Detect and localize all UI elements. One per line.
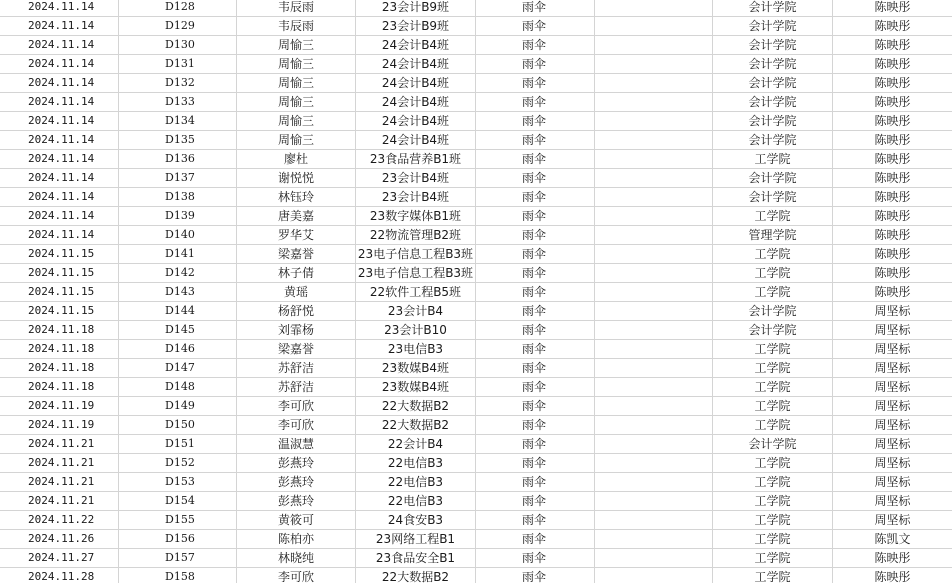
cell-item[interactable]: 雨伞 bbox=[476, 549, 595, 568]
table-row bbox=[0, 264, 952, 283]
cell-name[interactable]: 林晓纯 bbox=[237, 549, 356, 568]
cell-date[interactable]: 2024.11.22 bbox=[0, 511, 119, 530]
cell-class[interactable]: 22会计B4 bbox=[356, 435, 476, 454]
cell-id[interactable]: D154 bbox=[119, 492, 237, 511]
cell-id[interactable]: D158 bbox=[119, 568, 237, 583]
cell-college[interactable]: 工学院 bbox=[713, 283, 833, 302]
cell-note[interactable] bbox=[595, 207, 713, 226]
cell-name[interactable]: 李可欣 bbox=[237, 568, 356, 583]
cell-id[interactable]: D141 bbox=[119, 245, 237, 264]
cell-id[interactable]: D128 bbox=[119, 0, 237, 17]
cell-id[interactable]: D149 bbox=[119, 397, 237, 416]
cell-id[interactable]: D148 bbox=[119, 378, 237, 397]
cell-college[interactable]: 会计学院 bbox=[713, 302, 833, 321]
table-row bbox=[0, 131, 952, 150]
cell-name[interactable]: 谢悦悦 bbox=[237, 169, 356, 188]
cell-name[interactable]: 陈柏亦 bbox=[237, 530, 356, 549]
cell-handler[interactable]: 陈映彤 bbox=[874, 285, 911, 299]
table-row bbox=[0, 378, 952, 397]
cell-name[interactable]: 罗华艾 bbox=[237, 226, 356, 245]
cell-handler[interactable]: 陈映彤 bbox=[874, 95, 911, 109]
cell-handler[interactable]: 周坚标 bbox=[874, 323, 911, 337]
cell-date[interactable]: 2024.11.14 bbox=[0, 226, 119, 245]
cell-college[interactable]: 工学院 bbox=[713, 454, 833, 473]
cell-name[interactable]: 苏舒洁 bbox=[237, 359, 356, 378]
table-row bbox=[0, 454, 952, 473]
cell-item[interactable]: 雨伞 bbox=[476, 302, 595, 321]
cell-item[interactable]: 雨伞 bbox=[476, 169, 595, 188]
cell-note[interactable] bbox=[595, 435, 713, 454]
cell-class[interactable]: 22大数据B2 bbox=[356, 397, 476, 416]
cell-handler[interactable]: 陈映彤 bbox=[874, 551, 911, 565]
cell-handler[interactable]: 周坚标 bbox=[874, 342, 911, 356]
cell-name[interactable]: 梁嘉誉 bbox=[237, 340, 356, 359]
cell-item[interactable]: 雨伞 bbox=[476, 397, 595, 416]
cell-name[interactable]: 李可欣 bbox=[237, 416, 356, 435]
cell-handler[interactable]: 陈映彤 bbox=[874, 114, 911, 128]
cell-college[interactable]: 工学院 bbox=[713, 207, 833, 226]
cell-date[interactable]: 2024.11.18 bbox=[0, 321, 119, 340]
table-row bbox=[0, 245, 952, 264]
cell-class[interactable]: 23电子信息工程B3班 bbox=[356, 264, 476, 283]
cell-class[interactable]: 23会计B9班 bbox=[356, 17, 476, 36]
cell-name[interactable]: 李可欣 bbox=[237, 397, 356, 416]
cell-id[interactable]: D156 bbox=[119, 530, 237, 549]
cell-note[interactable] bbox=[595, 74, 713, 93]
cell-note[interactable] bbox=[595, 511, 713, 530]
cell-id[interactable]: D150 bbox=[119, 416, 237, 435]
cell-item[interactable]: 雨伞 bbox=[476, 36, 595, 55]
cell-handler[interactable]: 周坚标 bbox=[874, 380, 911, 394]
cell-class[interactable]: 22电信B3 bbox=[356, 473, 476, 492]
cell-handler[interactable]: 周坚标 bbox=[874, 513, 911, 527]
cell-date[interactable]: 2024.11.18 bbox=[0, 359, 119, 378]
cell-class[interactable]: 23食品安全B1 bbox=[356, 549, 476, 568]
cell-id[interactable]: D157 bbox=[119, 549, 237, 568]
table-row bbox=[0, 55, 952, 74]
cell-id[interactable]: D151 bbox=[119, 435, 237, 454]
cell-college[interactable]: 会计学院 bbox=[713, 36, 833, 55]
cell-date[interactable]: 2024.11.14 bbox=[0, 188, 119, 207]
cell-handler[interactable]: 陈映彤 bbox=[874, 266, 911, 280]
cell-date[interactable]: 2024.11.15 bbox=[0, 264, 119, 283]
cell-date[interactable]: 2024.11.28 bbox=[0, 568, 119, 583]
cell-id[interactable]: D143 bbox=[119, 283, 237, 302]
cell-item[interactable]: 雨伞 bbox=[476, 435, 595, 454]
cell-date[interactable]: 2024.11.14 bbox=[0, 36, 119, 55]
cell-college[interactable]: 工学院 bbox=[713, 264, 833, 283]
table-row bbox=[0, 435, 952, 454]
cell-college[interactable]: 会计学院 bbox=[713, 0, 833, 17]
cell-class[interactable]: 24会计B4班 bbox=[356, 36, 476, 55]
cell-class[interactable]: 24会计B4班 bbox=[356, 131, 476, 150]
cell-name[interactable]: 黄瑶 bbox=[237, 283, 356, 302]
table-row bbox=[0, 150, 952, 169]
cell-note[interactable] bbox=[595, 55, 713, 74]
cell-note[interactable] bbox=[595, 340, 713, 359]
cell-item[interactable]: 雨伞 bbox=[476, 74, 595, 93]
table-row bbox=[0, 226, 952, 245]
cell-handler[interactable]: 陈映彤 bbox=[874, 247, 911, 261]
cell-date[interactable]: 2024.11.14 bbox=[0, 207, 119, 226]
cell-class[interactable]: 24食安B3 bbox=[356, 511, 476, 530]
cell-id[interactable]: D134 bbox=[119, 112, 237, 131]
cell-date[interactable]: 2024.11.26 bbox=[0, 530, 119, 549]
cell-item[interactable]: 雨伞 bbox=[476, 207, 595, 226]
table-row bbox=[0, 511, 952, 530]
cell-date[interactable]: 2024.11.21 bbox=[0, 435, 119, 454]
cell-id[interactable]: D137 bbox=[119, 169, 237, 188]
cell-note[interactable] bbox=[595, 245, 713, 264]
cell-date[interactable]: 2024.11.21 bbox=[0, 492, 119, 511]
cell-name[interactable]: 杨舒悦 bbox=[237, 302, 356, 321]
table-row bbox=[0, 340, 952, 359]
cell-class[interactable]: 23数媒B4班 bbox=[356, 378, 476, 397]
cell-item[interactable]: 雨伞 bbox=[476, 340, 595, 359]
cell-id[interactable]: D142 bbox=[119, 264, 237, 283]
cell-item[interactable]: 雨伞 bbox=[476, 131, 595, 150]
cell-handler[interactable]: 陈映彤 bbox=[874, 0, 911, 14]
cell-note[interactable] bbox=[595, 131, 713, 150]
cell-item[interactable]: 雨伞 bbox=[476, 188, 595, 207]
table-row bbox=[0, 321, 952, 340]
cell-class[interactable]: 24会计B4班 bbox=[356, 93, 476, 112]
cell-note[interactable] bbox=[595, 473, 713, 492]
cell-id[interactable]: D136 bbox=[119, 150, 237, 169]
cell-date[interactable]: 2024.11.15 bbox=[0, 283, 119, 302]
cell-college[interactable]: 会计学院 bbox=[713, 435, 833, 454]
cell-id[interactable]: D147 bbox=[119, 359, 237, 378]
cell-date[interactable]: 2024.11.19 bbox=[0, 397, 119, 416]
table-row bbox=[0, 169, 952, 188]
cell-date[interactable]: 2024.11.14 bbox=[0, 150, 119, 169]
cell-class[interactable]: 23数字媒体B1班 bbox=[356, 207, 476, 226]
cell-id[interactable]: D145 bbox=[119, 321, 237, 340]
cell-name[interactable]: 林钰玲 bbox=[237, 188, 356, 207]
cell-class[interactable]: 23电信B3 bbox=[356, 340, 476, 359]
cell-date[interactable]: 2024.11.18 bbox=[0, 340, 119, 359]
cell-note[interactable] bbox=[595, 283, 713, 302]
cell-item[interactable]: 雨伞 bbox=[476, 511, 595, 530]
cell-class[interactable]: 23会计B4班 bbox=[356, 169, 476, 188]
cell-college[interactable]: 会计学院 bbox=[713, 321, 833, 340]
cell-date[interactable]: 2024.11.14 bbox=[0, 17, 119, 36]
cell-item[interactable]: 雨伞 bbox=[476, 321, 595, 340]
cell-note[interactable] bbox=[595, 568, 713, 583]
cell-date[interactable]: 2024.11.21 bbox=[0, 473, 119, 492]
cell-handler[interactable]: 陈映彤 bbox=[874, 570, 911, 583]
cell-handler[interactable]: 陈映彤 bbox=[874, 228, 911, 242]
cell-note[interactable] bbox=[595, 454, 713, 473]
cell-note[interactable] bbox=[595, 226, 713, 245]
cell-college[interactable]: 工学院 bbox=[713, 416, 833, 435]
cell-class[interactable]: 23网络工程B1 bbox=[356, 530, 476, 549]
cell-college[interactable]: 会计学院 bbox=[713, 74, 833, 93]
cell-college[interactable]: 工学院 bbox=[713, 568, 833, 583]
cell-handler[interactable]: 周坚标 bbox=[874, 475, 911, 489]
cell-date[interactable]: 2024.11.18 bbox=[0, 378, 119, 397]
table-row bbox=[0, 416, 952, 435]
cell-note[interactable] bbox=[595, 188, 713, 207]
cell-item[interactable]: 雨伞 bbox=[476, 359, 595, 378]
cell-college[interactable]: 工学院 bbox=[713, 340, 833, 359]
cell-college[interactable]: 工学院 bbox=[713, 378, 833, 397]
table-row bbox=[0, 93, 952, 112]
cell-class[interactable]: 23食品营养B1班 bbox=[356, 150, 476, 169]
cell-name[interactable]: 周愉三 bbox=[237, 131, 356, 150]
cell-note[interactable] bbox=[595, 321, 713, 340]
cell-item[interactable]: 雨伞 bbox=[476, 93, 595, 112]
table-row bbox=[0, 74, 952, 93]
cell-note[interactable] bbox=[595, 302, 713, 321]
cell-college[interactable]: 管理学院 bbox=[713, 226, 833, 245]
table-row bbox=[0, 283, 952, 302]
table-row bbox=[0, 397, 952, 416]
cell-college[interactable]: 会计学院 bbox=[713, 169, 833, 188]
cell-id[interactable]: D144 bbox=[119, 302, 237, 321]
cell-item[interactable]: 雨伞 bbox=[476, 568, 595, 583]
cell-college[interactable]: 会计学院 bbox=[713, 112, 833, 131]
cell-class[interactable]: 22大数据B2 bbox=[356, 416, 476, 435]
cell-college[interactable]: 工学院 bbox=[713, 359, 833, 378]
cell-handler[interactable]: 陈映彤 bbox=[874, 190, 911, 204]
cell-date[interactable]: 2024.11.14 bbox=[0, 74, 119, 93]
table-row bbox=[0, 112, 952, 131]
cell-handler[interactable]: 周坚标 bbox=[874, 361, 911, 375]
cell-college[interactable]: 工学院 bbox=[713, 530, 833, 549]
cell-name[interactable]: 彭燕玲 bbox=[237, 473, 356, 492]
table-row bbox=[0, 473, 952, 492]
cell-name[interactable]: 林子倩 bbox=[237, 264, 356, 283]
cell-note[interactable] bbox=[595, 17, 713, 36]
cell-note[interactable] bbox=[595, 264, 713, 283]
cell-college[interactable]: 会计学院 bbox=[713, 188, 833, 207]
cell-date[interactable]: 2024.11.14 bbox=[0, 131, 119, 150]
cell-date[interactable]: 2024.11.27 bbox=[0, 549, 119, 568]
cell-note[interactable] bbox=[595, 492, 713, 511]
cell-note[interactable] bbox=[595, 93, 713, 112]
cell-id[interactable]: D129 bbox=[119, 17, 237, 36]
cell-item[interactable]: 雨伞 bbox=[476, 492, 595, 511]
cell-item[interactable]: 雨伞 bbox=[476, 0, 595, 17]
cell-handler[interactable]: 陈映彤 bbox=[874, 19, 911, 33]
cell-name[interactable]: 周愉三 bbox=[237, 93, 356, 112]
cell-name[interactable]: 苏舒洁 bbox=[237, 378, 356, 397]
cell-note[interactable] bbox=[595, 530, 713, 549]
cell-handler[interactable]: 周坚标 bbox=[874, 399, 911, 413]
table-row bbox=[0, 302, 952, 321]
cell-class[interactable]: 23会计B9班 bbox=[356, 0, 476, 17]
cell-college[interactable]: 工学院 bbox=[713, 511, 833, 530]
cell-item[interactable]: 雨伞 bbox=[476, 55, 595, 74]
cell-name[interactable]: 彭燕玲 bbox=[237, 454, 356, 473]
cell-class[interactable]: 22软件工程B5班 bbox=[356, 283, 476, 302]
table-row bbox=[0, 36, 952, 55]
cell-class[interactable]: 23会计B10 bbox=[356, 321, 476, 340]
cell-note[interactable] bbox=[595, 36, 713, 55]
cell-handler[interactable]: 周坚标 bbox=[874, 304, 911, 318]
cell-handler[interactable]: 周坚标 bbox=[874, 456, 911, 470]
cell-handler[interactable]: 陈映彤 bbox=[874, 209, 911, 223]
table-row bbox=[0, 492, 952, 511]
cell-date[interactable]: 2024.11.15 bbox=[0, 302, 119, 321]
cell-note[interactable] bbox=[595, 378, 713, 397]
cell-class[interactable]: 24会计B4班 bbox=[356, 55, 476, 74]
cell-note[interactable] bbox=[595, 169, 713, 188]
cell-note[interactable] bbox=[595, 359, 713, 378]
cell-item[interactable]: 雨伞 bbox=[476, 245, 595, 264]
cell-class[interactable]: 23会计B4 bbox=[356, 302, 476, 321]
cell-college[interactable]: 工学院 bbox=[713, 397, 833, 416]
table-row bbox=[0, 359, 952, 378]
cell-item[interactable]: 雨伞 bbox=[476, 264, 595, 283]
cell-item[interactable]: 雨伞 bbox=[476, 378, 595, 397]
cell-name[interactable]: 彭燕玲 bbox=[237, 492, 356, 511]
cell-handler[interactable]: 陈映彤 bbox=[874, 171, 911, 185]
cell-id[interactable]: D140 bbox=[119, 226, 237, 245]
cell-name[interactable]: 韦辰雨 bbox=[237, 17, 356, 36]
cell-handler[interactable]: 周坚标 bbox=[874, 494, 911, 508]
cell-name[interactable]: 韦辰雨 bbox=[237, 0, 356, 17]
cell-name[interactable]: 周愉三 bbox=[237, 74, 356, 93]
cell-class[interactable]: 22电信B3 bbox=[356, 454, 476, 473]
cell-item[interactable]: 雨伞 bbox=[476, 283, 595, 302]
cell-name[interactable]: 梁嘉誉 bbox=[237, 245, 356, 264]
cell-item[interactable]: 雨伞 bbox=[476, 454, 595, 473]
cell-note[interactable] bbox=[595, 397, 713, 416]
cell-date[interactable]: 2024.11.14 bbox=[0, 0, 119, 17]
cell-name[interactable]: 周愉三 bbox=[237, 112, 356, 131]
cell-handler[interactable]: 陈映彤 bbox=[874, 38, 911, 52]
table-row bbox=[0, 0, 952, 17]
cell-class[interactable]: 24会计B4班 bbox=[356, 112, 476, 131]
cell-id[interactable]: D138 bbox=[119, 188, 237, 207]
cell-name[interactable]: 廖杜 bbox=[237, 150, 356, 169]
cell-handler[interactable]: 陈映彤 bbox=[874, 76, 911, 90]
cell-id[interactable]: D152 bbox=[119, 454, 237, 473]
cell-college[interactable]: 会计学院 bbox=[713, 93, 833, 112]
cell-id[interactable]: D153 bbox=[119, 473, 237, 492]
cell-item[interactable]: 雨伞 bbox=[476, 226, 595, 245]
cell-class[interactable]: 23电子信息工程B3班 bbox=[356, 245, 476, 264]
cell-note[interactable] bbox=[595, 0, 713, 17]
cell-college[interactable]: 工学院 bbox=[713, 549, 833, 568]
cell-date[interactable]: 2024.11.14 bbox=[0, 169, 119, 188]
cell-date[interactable]: 2024.11.15 bbox=[0, 245, 119, 264]
cell-id[interactable]: D155 bbox=[119, 511, 237, 530]
cell-name[interactable]: 温淑慧 bbox=[237, 435, 356, 454]
cell-college[interactable]: 会计学院 bbox=[713, 55, 833, 74]
cell-id[interactable]: D139 bbox=[119, 207, 237, 226]
table-row bbox=[0, 188, 952, 207]
cell-date[interactable]: 2024.11.14 bbox=[0, 112, 119, 131]
cell-handler[interactable]: 陈映彤 bbox=[874, 133, 911, 147]
cell-handler[interactable]: 周坚标 bbox=[874, 418, 911, 432]
table-row bbox=[0, 549, 952, 568]
table-row bbox=[0, 568, 952, 583]
cell-item[interactable]: 雨伞 bbox=[476, 473, 595, 492]
cell-class[interactable]: 24会计B4班 bbox=[356, 74, 476, 93]
cell-id[interactable]: D135 bbox=[119, 131, 237, 150]
table-row bbox=[0, 17, 952, 36]
cell-date[interactable]: 2024.11.21 bbox=[0, 454, 119, 473]
cell-class[interactable]: 22物流管理B2班 bbox=[356, 226, 476, 245]
cell-name[interactable]: 唐美嘉 bbox=[237, 207, 356, 226]
cell-handler[interactable]: 陈映彤 bbox=[874, 152, 911, 166]
cell-id[interactable]: D131 bbox=[119, 55, 237, 74]
cell-college[interactable]: 会计学院 bbox=[713, 131, 833, 150]
cell-name[interactable]: 周愉三 bbox=[237, 36, 356, 55]
cell-note[interactable] bbox=[595, 150, 713, 169]
cell-id[interactable]: D130 bbox=[119, 36, 237, 55]
cell-date[interactable]: 2024.11.19 bbox=[0, 416, 119, 435]
cell-college[interactable]: 工学院 bbox=[713, 150, 833, 169]
cell-name[interactable]: 周愉三 bbox=[237, 55, 356, 74]
cell-college[interactable]: 工学院 bbox=[713, 492, 833, 511]
table-row bbox=[0, 207, 952, 226]
cell-id[interactable]: D132 bbox=[119, 74, 237, 93]
cell-id[interactable]: D146 bbox=[119, 340, 237, 359]
cell-class[interactable]: 22大数据B2 bbox=[356, 568, 476, 583]
table-row bbox=[0, 530, 952, 549]
cell-name[interactable]: 黄筱可 bbox=[237, 511, 356, 530]
cell-date[interactable]: 2024.11.14 bbox=[0, 55, 119, 74]
cell-handler[interactable]: 周坚标 bbox=[874, 437, 911, 451]
cell-name[interactable]: 刘霏杨 bbox=[237, 321, 356, 340]
cell-class[interactable]: 23会计B4班 bbox=[356, 188, 476, 207]
cell-id[interactable]: D133 bbox=[119, 93, 237, 112]
cell-college[interactable]: 工学院 bbox=[713, 473, 833, 492]
cell-handler[interactable]: 陈映彤 bbox=[874, 57, 911, 71]
cell-note[interactable] bbox=[595, 549, 713, 568]
cell-item[interactable]: 雨伞 bbox=[476, 530, 595, 549]
cell-college[interactable]: 工学院 bbox=[713, 245, 833, 264]
cell-note[interactable] bbox=[595, 112, 713, 131]
cell-item[interactable]: 雨伞 bbox=[476, 17, 595, 36]
cell-note[interactable] bbox=[595, 416, 713, 435]
cell-handler[interactable]: 陈凯文 bbox=[874, 532, 911, 546]
cell-item[interactable]: 雨伞 bbox=[476, 112, 595, 131]
cell-class[interactable]: 23数媒B4班 bbox=[356, 359, 476, 378]
cell-college[interactable]: 会计学院 bbox=[713, 17, 833, 36]
cell-item[interactable]: 雨伞 bbox=[476, 416, 595, 435]
cell-class[interactable]: 22电信B3 bbox=[356, 492, 476, 511]
cell-date[interactable]: 2024.11.14 bbox=[0, 93, 119, 112]
cell-item[interactable]: 雨伞 bbox=[476, 150, 595, 169]
